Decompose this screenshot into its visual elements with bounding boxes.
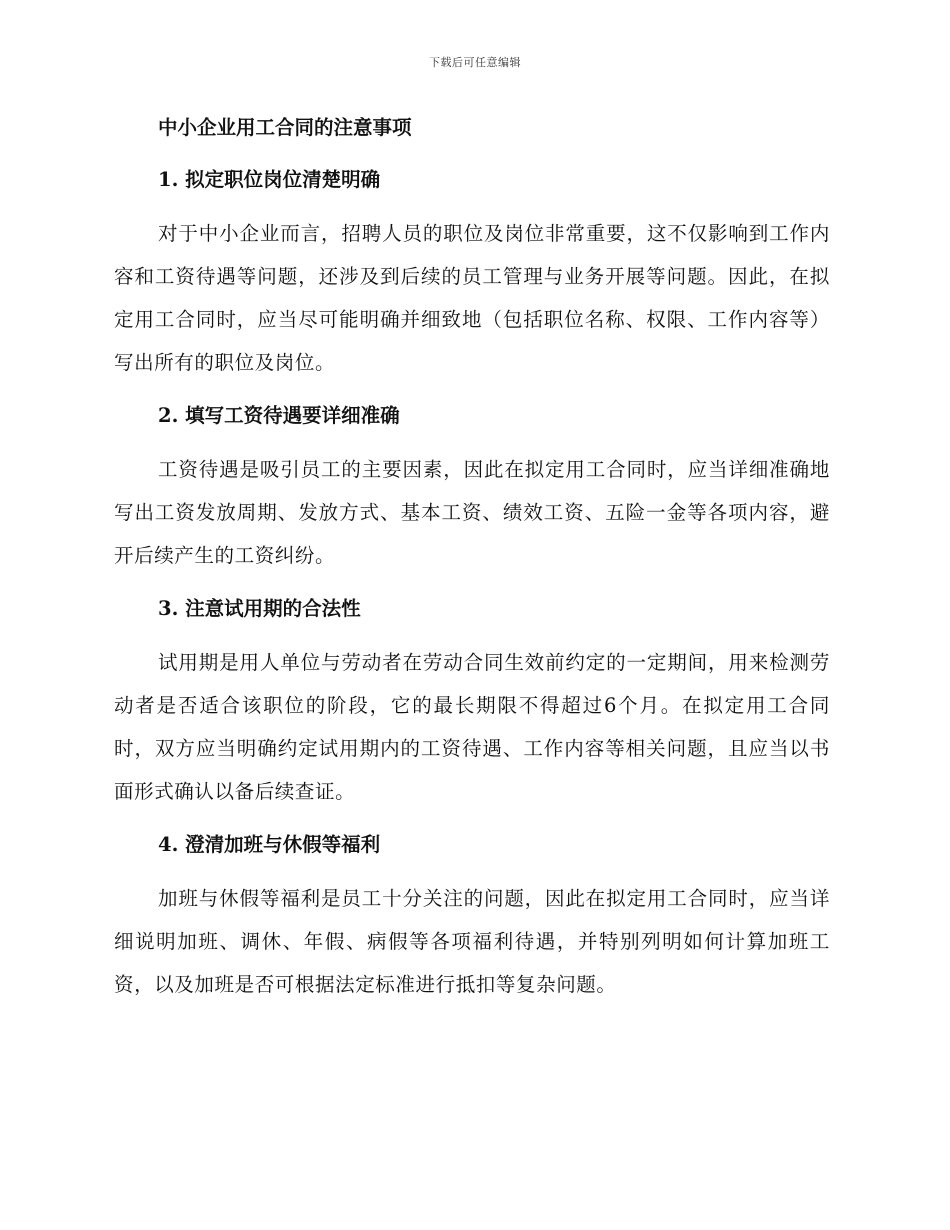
- section-heading-1: 1. 拟定职位岗位清楚明确: [158, 168, 381, 191]
- section-paragraph-4: 加班与休假等福利是员工十分关注的问题，因此在拟定用工合同时，应当详细说明加班、调休、年假、病假等各项福利待遇，并特别列明如何计算加班工资，以及加班是否可根据法定标准进行抵扣等复杂问题。: [114, 887, 830, 996]
- section-paragraph-1: 对于中小企业而言，招聘人员的职位及岗位非常重要，这不仅影响到工作内容和工资待遇等问题，还涉及到后续的员工管理与业务开展等问题。因此，在拟定用工合同时，应当尽可能明确并细致地（包括职位名称、权限、工作内容等）写出所有的职位及岗位。: [114, 222, 830, 374]
- section-heading-3: 3. 注意试用期的合法性: [158, 597, 361, 620]
- document-body: [114, 112, 830, 1006]
- header-note: 下载后可任意编辑: [429, 56, 521, 69]
- section-paragraph-3: 试用期是用人单位与劳动者在劳动合同生效前约定的一定期间，用来检测劳动者是否适合该职位的阶段，它的最长期限不得超过6个月。在拟定用工合同时，双方应当明确约定试用期内的工资待遇、工作内容等相关问题，且应当以书面形式确认以备后续查证。: [114, 651, 830, 803]
- section-heading-2: 2. 填写工资待遇要详细准确: [158, 404, 400, 427]
- section-paragraph-2: 工资待遇是吸引员工的主要因素，因此在拟定用工合同时，应当详细准确地写出工资发放周期、发放方式、基本工资、绩效工资、五险一金等各项内容，避开后续产生的工资纠纷。: [114, 458, 830, 567]
- section-heading-4: 4. 澄清加班与休假等福利: [158, 833, 381, 856]
- document-title: 中小企业用工合同的注意事项: [158, 116, 412, 139]
